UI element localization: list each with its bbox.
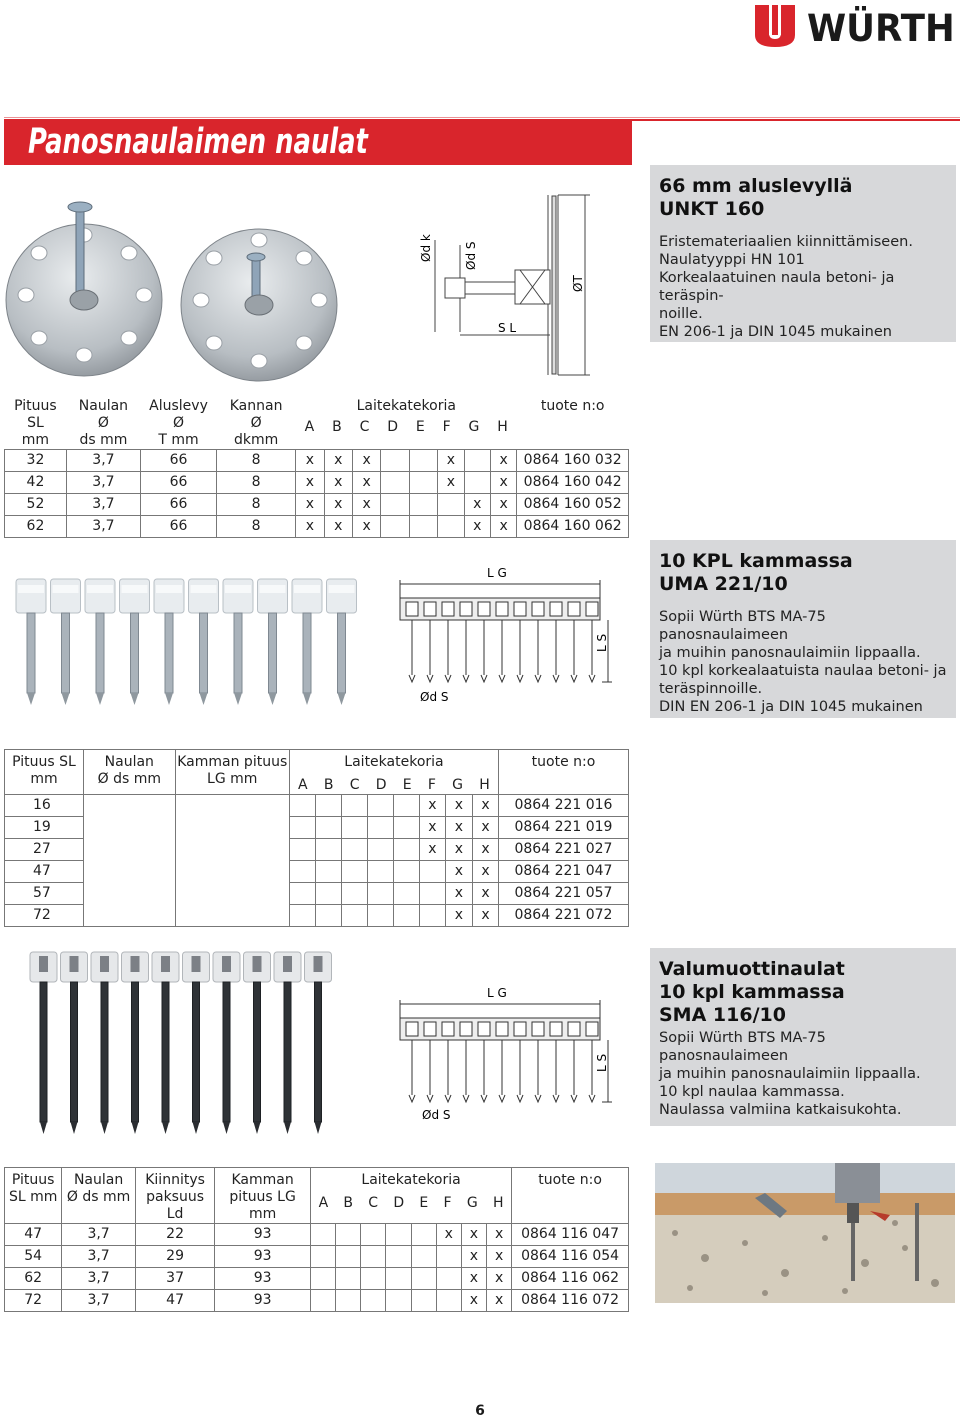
washer-nail-diagram xyxy=(400,190,610,385)
strip-length-cell: 93 xyxy=(215,1246,311,1268)
category-mark xyxy=(386,1268,411,1290)
category-mark: x xyxy=(487,1246,512,1268)
nail xyxy=(213,952,240,1134)
category-mark xyxy=(341,883,367,905)
table-unkt160: Pituus SL mm Naulan Ø ds mm Aluslevy Ø T mm Kannan Ø dkmm Laitekatekoria A B C D E F G H tuote n:o 32 3,7 66 8 x x x x x 0864 160 032 42 3,7 66 8 x x x x x 0864 160 042 52 3,7 66 8 x x x x x 0864 160 052 62 3,7 66 8 x x x x x 0864 160 062 xyxy=(4,396,629,538)
category-mark: x xyxy=(324,472,352,494)
product-description: Sopii Würth BTS MA-75 panosnaulaimeen ja muihin panosnaulaimiin lippaalla. 10 kpl naulaa kammassa. Naulassa valmiina katkaisukohta. xyxy=(659,1030,921,1118)
category-mark: x xyxy=(490,472,516,494)
category-mark xyxy=(386,1224,411,1246)
length-cell: 62 xyxy=(5,516,67,538)
category-mark: x xyxy=(472,839,498,861)
diameter-cell: 3,7 xyxy=(66,516,140,538)
category-mark: x xyxy=(464,516,490,538)
category-mark: x xyxy=(487,1290,512,1312)
category-mark xyxy=(393,839,419,861)
category-mark: x xyxy=(472,795,498,817)
table-row xyxy=(5,1246,629,1268)
category-mark xyxy=(367,795,393,817)
length-cell: 16 xyxy=(5,795,84,817)
category-mark xyxy=(411,1268,436,1290)
nail-strip-drawing xyxy=(400,580,612,682)
product-number: 0864 160 052 xyxy=(517,494,629,516)
category-mark xyxy=(393,795,419,817)
category-mark: x xyxy=(438,450,464,472)
sl-label: S L xyxy=(498,321,517,335)
category-mark xyxy=(289,861,315,883)
length-cell: 52 xyxy=(5,494,67,516)
category-mark xyxy=(393,817,419,839)
category-mark xyxy=(310,1268,335,1290)
category-mark xyxy=(315,839,341,861)
diameter-cell: 3,7 xyxy=(62,1290,135,1312)
category-mark: x xyxy=(445,795,472,817)
nail xyxy=(305,952,332,1134)
formwork-nails-image xyxy=(26,948,356,1138)
product-number: 0864 116 054 xyxy=(512,1246,629,1268)
table-row xyxy=(5,1224,629,1246)
category-mark: x xyxy=(445,839,472,861)
category-mark: x xyxy=(472,883,498,905)
product-info-unkt160 xyxy=(650,165,956,342)
category-mark: x xyxy=(472,861,498,883)
category-mark xyxy=(438,516,464,538)
category-mark xyxy=(367,861,393,883)
title-line xyxy=(632,119,960,121)
category-mark xyxy=(310,1290,335,1312)
table-row xyxy=(5,795,629,817)
diameter-cell: 3,7 xyxy=(62,1246,135,1268)
category-mark: x xyxy=(464,494,490,516)
table-row xyxy=(5,516,629,538)
product-title: 10 KPL kammassa UMA 221/10 xyxy=(659,550,853,595)
category-mark xyxy=(438,494,464,516)
category-mark: x xyxy=(296,494,324,516)
thickness-cell: 47 xyxy=(135,1290,215,1312)
category-mark xyxy=(436,1246,461,1268)
product-title: 66 mm aluslevyllä UNKT 160 xyxy=(659,175,853,220)
category-mark: x xyxy=(419,795,445,817)
length-cell: 54 xyxy=(5,1246,62,1268)
ds-label: Ød S xyxy=(464,241,478,270)
head-cell: 8 xyxy=(217,494,296,516)
table-row xyxy=(5,494,629,516)
category-mark xyxy=(393,883,419,905)
category-mark: x xyxy=(490,494,516,516)
category-mark xyxy=(315,861,341,883)
category-mark xyxy=(419,861,445,883)
lg-label: L G xyxy=(487,986,507,1000)
nail xyxy=(327,579,357,705)
nail xyxy=(258,579,288,705)
category-mark xyxy=(289,795,315,817)
category-mark xyxy=(409,494,437,516)
length-cell: 32 xyxy=(5,450,67,472)
category-mark xyxy=(411,1290,436,1312)
lg-label: L G xyxy=(487,566,507,580)
category-mark: x xyxy=(324,450,352,472)
category-mark xyxy=(464,472,490,494)
category-mark: x xyxy=(353,494,381,516)
washer-cell: 66 xyxy=(140,516,216,538)
category-mark: x xyxy=(461,1246,486,1268)
diameter-cell: 3,7 xyxy=(66,472,140,494)
category-mark xyxy=(361,1246,386,1268)
nail xyxy=(152,952,179,1134)
nail xyxy=(223,579,253,705)
category-mark xyxy=(419,883,445,905)
product-info-uma221 xyxy=(650,540,956,718)
category-mark xyxy=(361,1268,386,1290)
washer-cell: 66 xyxy=(140,494,216,516)
product-info-sma116 xyxy=(650,948,956,1126)
category-mark xyxy=(436,1268,461,1290)
category-mark xyxy=(289,839,315,861)
category-mark: x xyxy=(353,516,381,538)
category-mark xyxy=(419,905,445,927)
nail xyxy=(274,952,301,1134)
product-number: 0864 221 019 xyxy=(498,817,628,839)
washer-cell: 66 xyxy=(140,450,216,472)
title-rule xyxy=(4,117,960,118)
collated-nails-image xyxy=(4,575,364,710)
nail xyxy=(292,579,322,705)
washer-cell: 66 xyxy=(140,472,216,494)
category-mark xyxy=(341,839,367,861)
category-mark: x xyxy=(353,472,381,494)
length-cell: 42 xyxy=(5,472,67,494)
length-cell: 27 xyxy=(5,839,84,861)
nail xyxy=(183,952,210,1134)
category-mark: x xyxy=(445,883,472,905)
diameter-cell: 3,7 xyxy=(62,1224,135,1246)
category-mark xyxy=(381,494,409,516)
category-mark xyxy=(289,817,315,839)
table-row xyxy=(5,1290,629,1312)
category-mark: x xyxy=(296,472,324,494)
nail xyxy=(244,952,271,1134)
category-mark xyxy=(315,795,341,817)
table-row xyxy=(5,1268,629,1290)
category-mark xyxy=(336,1224,361,1246)
dk-label: Ød k xyxy=(419,234,433,262)
thickness-cell: 22 xyxy=(135,1224,215,1246)
length-cell: 57 xyxy=(5,883,84,905)
category-mark xyxy=(381,516,409,538)
nail xyxy=(51,579,81,705)
table-uma221: Pituus SL mm Naulan Ø ds mm Kamman pituus LG mm Laitekatekoria A B C D E F G H tuote n:o 16 x x x 0864 221 016 19 x x x 0864 221 019 27 x x x 0864 221 027 47 x x 0864 221 047 57 x x 0864 221 057 72 x x 0864 221 072 xyxy=(4,749,629,927)
category-mark xyxy=(341,817,367,839)
category-mark xyxy=(341,861,367,883)
t-label: ØT xyxy=(571,275,585,292)
category-mark xyxy=(411,1246,436,1268)
category-mark xyxy=(409,450,437,472)
formwork-nails-diagram xyxy=(390,980,620,1130)
washer-1 xyxy=(6,202,162,376)
product-title: Valumuottinaulat 10 kpl kammassa SMA 116/10 xyxy=(659,958,845,1026)
category-mark xyxy=(381,472,409,494)
diameter-cell: 3,7 xyxy=(62,1268,135,1290)
product-number: 0864 221 072 xyxy=(498,905,628,927)
wurth-logo xyxy=(755,5,960,50)
category-mark: x xyxy=(490,450,516,472)
thickness-cell: 29 xyxy=(135,1246,215,1268)
category-mark xyxy=(367,817,393,839)
ls-label: L S xyxy=(595,633,609,652)
ls-label: L S xyxy=(595,1053,609,1072)
category-mark: x xyxy=(296,450,324,472)
category-mark: x xyxy=(419,817,445,839)
table-row xyxy=(5,450,629,472)
category-mark: x xyxy=(419,839,445,861)
category-mark: x xyxy=(472,905,498,927)
nail xyxy=(122,952,149,1134)
category-mark: x xyxy=(472,817,498,839)
product-description: Eristemateriaalien kiinnittämiseen. Naulatyyppi HN 101 Korkealaatuinen naula betoni- ja teräspin- noille. EN 206-1 ja DIN 1045 mukainen xyxy=(659,234,913,340)
nail xyxy=(189,579,219,705)
category-mark: x xyxy=(296,516,324,538)
product-number: 0864 221 016 xyxy=(498,795,628,817)
category-mark: x xyxy=(445,817,472,839)
nail-strip-drawing xyxy=(400,1000,612,1102)
category-mark: x xyxy=(324,516,352,538)
table-row xyxy=(5,472,629,494)
strip-length-cell: 93 xyxy=(215,1268,311,1290)
category-mark xyxy=(315,905,341,927)
thickness-cell: 37 xyxy=(135,1268,215,1290)
product-number: 0864 116 072 xyxy=(512,1290,629,1312)
length-cell: 72 xyxy=(5,905,84,927)
page-title: Panosnaulaimen naulat xyxy=(28,122,368,162)
strip-length-cell: 93 xyxy=(215,1290,311,1312)
head-cell: 8 xyxy=(217,472,296,494)
product-number: 0864 116 062 xyxy=(512,1268,629,1290)
strip-length-cell xyxy=(175,795,289,927)
category-mark xyxy=(393,905,419,927)
product-number: 0864 221 027 xyxy=(498,839,628,861)
category-mark xyxy=(386,1290,411,1312)
length-cell: 19 xyxy=(5,817,84,839)
category-mark: x xyxy=(324,494,352,516)
category-mark: x xyxy=(353,450,381,472)
nail xyxy=(30,952,57,1134)
wurth-logo-icon xyxy=(755,5,795,47)
category-mark: x xyxy=(487,1268,512,1290)
product-number: 0864 160 032 xyxy=(517,450,629,472)
head-cell: 8 xyxy=(217,450,296,472)
table-sma116: Pituus SL mm Naulan Ø ds mm Kiinnitys paksuus Ld Kamman pituus LG mm Laitekatekoria A B C D E F G H tuote n:o 47 3,7 22 93 x x x 0864 116 047 54 3,7 29 93 x x 0864 116 054 62 3,7 37 93 x x 0864 116 062 72 3,7 47 93 x x 0864 116 072 xyxy=(4,1167,629,1312)
category-mark xyxy=(341,795,367,817)
product-number: 0864 116 047 xyxy=(512,1224,629,1246)
category-mark xyxy=(367,905,393,927)
strip-length-cell: 93 xyxy=(215,1224,311,1246)
category-mark xyxy=(336,1246,361,1268)
diameter-cell: 3,7 xyxy=(66,450,140,472)
category-mark xyxy=(367,883,393,905)
category-mark xyxy=(436,1290,461,1312)
page-number: 6 xyxy=(475,1403,485,1419)
ds-label: Ød S xyxy=(422,1108,451,1122)
nail xyxy=(16,579,46,705)
nail xyxy=(120,579,150,705)
category-mark xyxy=(409,472,437,494)
category-mark: x xyxy=(490,516,516,538)
category-mark xyxy=(315,817,341,839)
category-mark xyxy=(341,905,367,927)
length-cell: 47 xyxy=(5,861,84,883)
category-mark xyxy=(336,1290,361,1312)
category-mark xyxy=(381,450,409,472)
category-mark xyxy=(289,905,315,927)
category-mark: x xyxy=(438,472,464,494)
nail xyxy=(154,579,184,705)
diameter-cell: 3,7 xyxy=(66,494,140,516)
head-cell: 8 xyxy=(217,516,296,538)
category-mark: x xyxy=(487,1224,512,1246)
category-mark xyxy=(393,861,419,883)
length-cell: 62 xyxy=(5,1268,62,1290)
category-mark xyxy=(289,883,315,905)
category-mark xyxy=(315,883,341,905)
product-number: 0864 221 047 xyxy=(498,861,628,883)
nail xyxy=(91,952,118,1134)
category-mark: x xyxy=(436,1224,461,1246)
diameter-cell xyxy=(84,795,176,927)
category-mark xyxy=(411,1224,436,1246)
ds-label: Ød S xyxy=(420,690,449,704)
washer-nails-image xyxy=(4,195,384,385)
product-number: 0864 221 057 xyxy=(498,883,628,905)
category-mark xyxy=(310,1246,335,1268)
category-mark xyxy=(386,1246,411,1268)
nail xyxy=(85,579,115,705)
category-mark: x xyxy=(461,1268,486,1290)
length-cell: 72 xyxy=(5,1290,62,1312)
product-number: 0864 160 042 xyxy=(517,472,629,494)
collated-nails-diagram xyxy=(390,560,620,710)
nail xyxy=(61,952,88,1134)
category-mark: x xyxy=(445,905,472,927)
product-number: 0864 160 062 xyxy=(517,516,629,538)
category-mark xyxy=(464,450,490,472)
length-cell: 47 xyxy=(5,1224,62,1246)
brand-name: WÜRTH xyxy=(807,7,955,50)
category-mark xyxy=(310,1224,335,1246)
category-mark: x xyxy=(445,861,472,883)
washer-2 xyxy=(181,229,337,381)
application-illustration xyxy=(655,1163,955,1303)
category-mark: x xyxy=(461,1224,486,1246)
category-mark xyxy=(361,1224,386,1246)
category-mark xyxy=(367,839,393,861)
category-mark: x xyxy=(461,1290,486,1312)
category-mark xyxy=(409,516,437,538)
category-mark xyxy=(336,1268,361,1290)
product-description: Sopii Würth BTS MA-75 panosnaulaimeen ja muihin panosnaulaimiin lippaalla. 10 kpl korkealaatuista naulaa betoni- ja teräspinnoille. DIN EN 206-1 ja DIN 1045 mukainen xyxy=(659,609,947,715)
category-mark xyxy=(361,1290,386,1312)
